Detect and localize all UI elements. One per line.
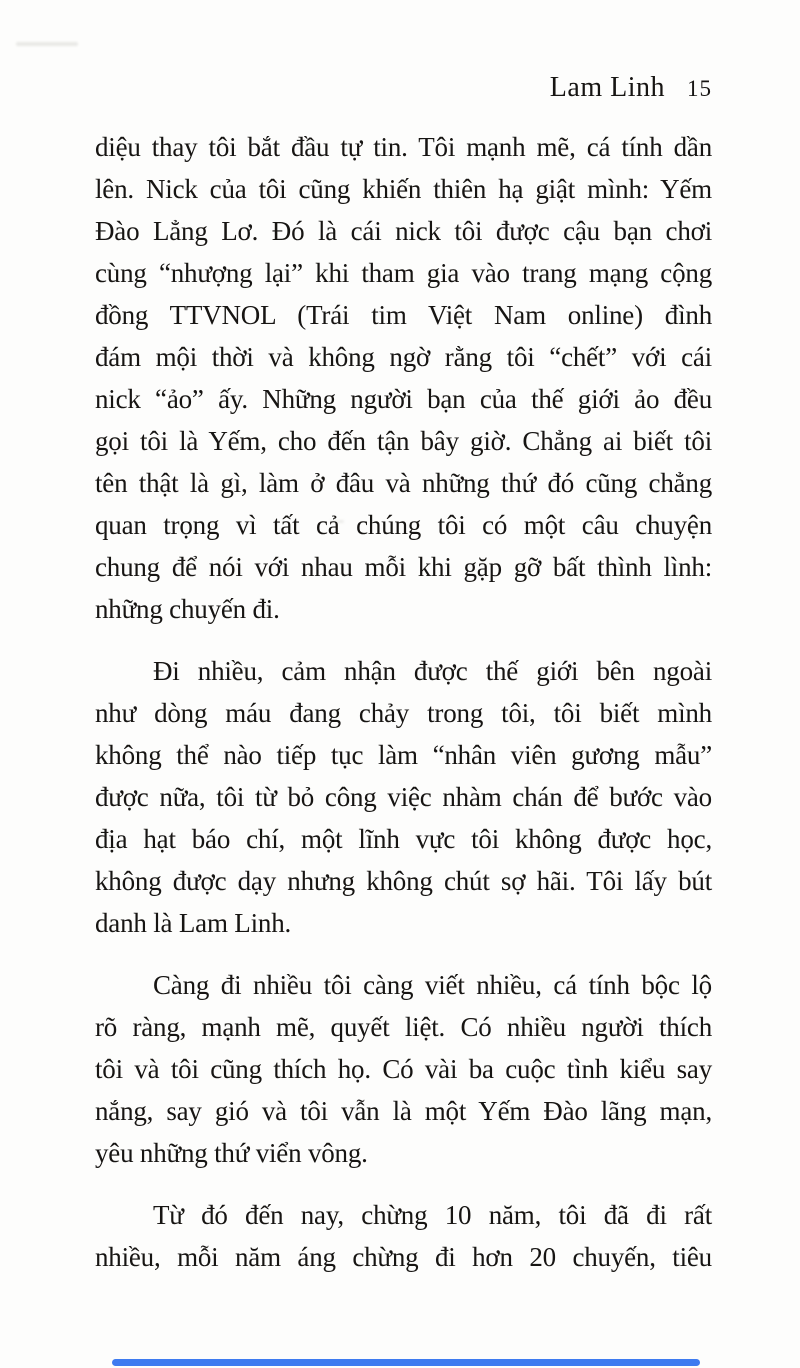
text-line: như dòng máu đang chảy trong tôi, tôi biết mình xyxy=(95,698,712,728)
progress-bar[interactable] xyxy=(112,1359,700,1366)
text-line: quan trọng vì tất cả chúng tôi có một câu chuyện xyxy=(95,510,712,540)
text-line: địa hạt báo chí, một lĩnh vực tôi không được học, xyxy=(95,824,712,854)
text-line: yêu những thứ viển vông. xyxy=(95,1138,368,1168)
text-line: gọi tôi là Yếm, cho đến tận bây giờ. Chẳng ai biết tôi xyxy=(95,426,712,456)
text-line: Từ đó đến nay, chừng 10 năm, tôi đã đi rất xyxy=(153,1200,712,1230)
text-line: chung để nói với nhau mỗi khi gặp gỡ bất thình lình: xyxy=(95,552,712,582)
text-line: tôi và tôi cũng thích họ. Có vài ba cuộc tình kiểu say xyxy=(95,1054,712,1084)
running-head-title: Lam Linh xyxy=(549,72,665,103)
paragraph xyxy=(95,650,712,944)
text-line: danh là Lam Linh. xyxy=(95,908,292,938)
paragraph xyxy=(95,126,712,630)
text-line: nắng, say gió và tôi vẫn là một Yếm Đào lãng mạn, xyxy=(95,1096,712,1126)
paragraph xyxy=(95,1194,712,1278)
text-line: tên thật là gì, làm ở đâu và những thứ đó cũng chẳng xyxy=(95,468,712,498)
text-line: không thể nào tiếp tục làm “nhân viên gương mẫu” xyxy=(95,740,712,770)
text-line: không được dạy nhưng không chút sợ hãi. Tôi lấy bút xyxy=(95,866,712,896)
text-line: đồng TTVNOL (Trái tim Việt Nam online) đình xyxy=(95,300,712,330)
text-line: nick “ảo” ấy. Những người bạn của thế giới ảo đều xyxy=(95,384,712,414)
text-line: Đào Lẳng Lơ. Đó là cái nick tôi được cậu bạn chơi xyxy=(95,216,712,246)
text-line: diệu thay tôi bắt đầu tự tin. Tôi mạnh mẽ, cá tính dần xyxy=(95,132,712,162)
text-line: đám mội thời và không ngờ rằng tôi “chết” với cái xyxy=(95,342,712,372)
text-line: được nữa, tôi từ bỏ công việc nhàm chán để bước vào xyxy=(95,782,712,812)
text-line: những chuyến đi. xyxy=(95,594,280,624)
text-line: cùng “nhượng lại” khi tham gia vào trang mạng cộng xyxy=(95,258,712,288)
text-line: Đi nhiều, cảm nhận được thế giới bên ngoài xyxy=(153,656,712,686)
text-line: nhiều, mỗi năm áng chừng đi hơn 20 chuyến, tiêu xyxy=(95,1242,712,1272)
scan-artifact xyxy=(16,42,78,46)
page-number: 15 xyxy=(687,76,712,101)
paragraph xyxy=(95,964,712,1174)
text-line: lên. Nick của tôi cũng khiến thiên hạ giật mình: Yếm xyxy=(95,174,712,204)
running-head xyxy=(95,72,712,104)
text-line: Càng đi nhiều tôi càng viết nhiều, cá tính bộc lộ xyxy=(153,970,712,1000)
body-text xyxy=(95,126,712,1278)
text-line: rõ ràng, mạnh mẽ, quyết liệt. Có nhiều người thích xyxy=(95,1012,712,1042)
